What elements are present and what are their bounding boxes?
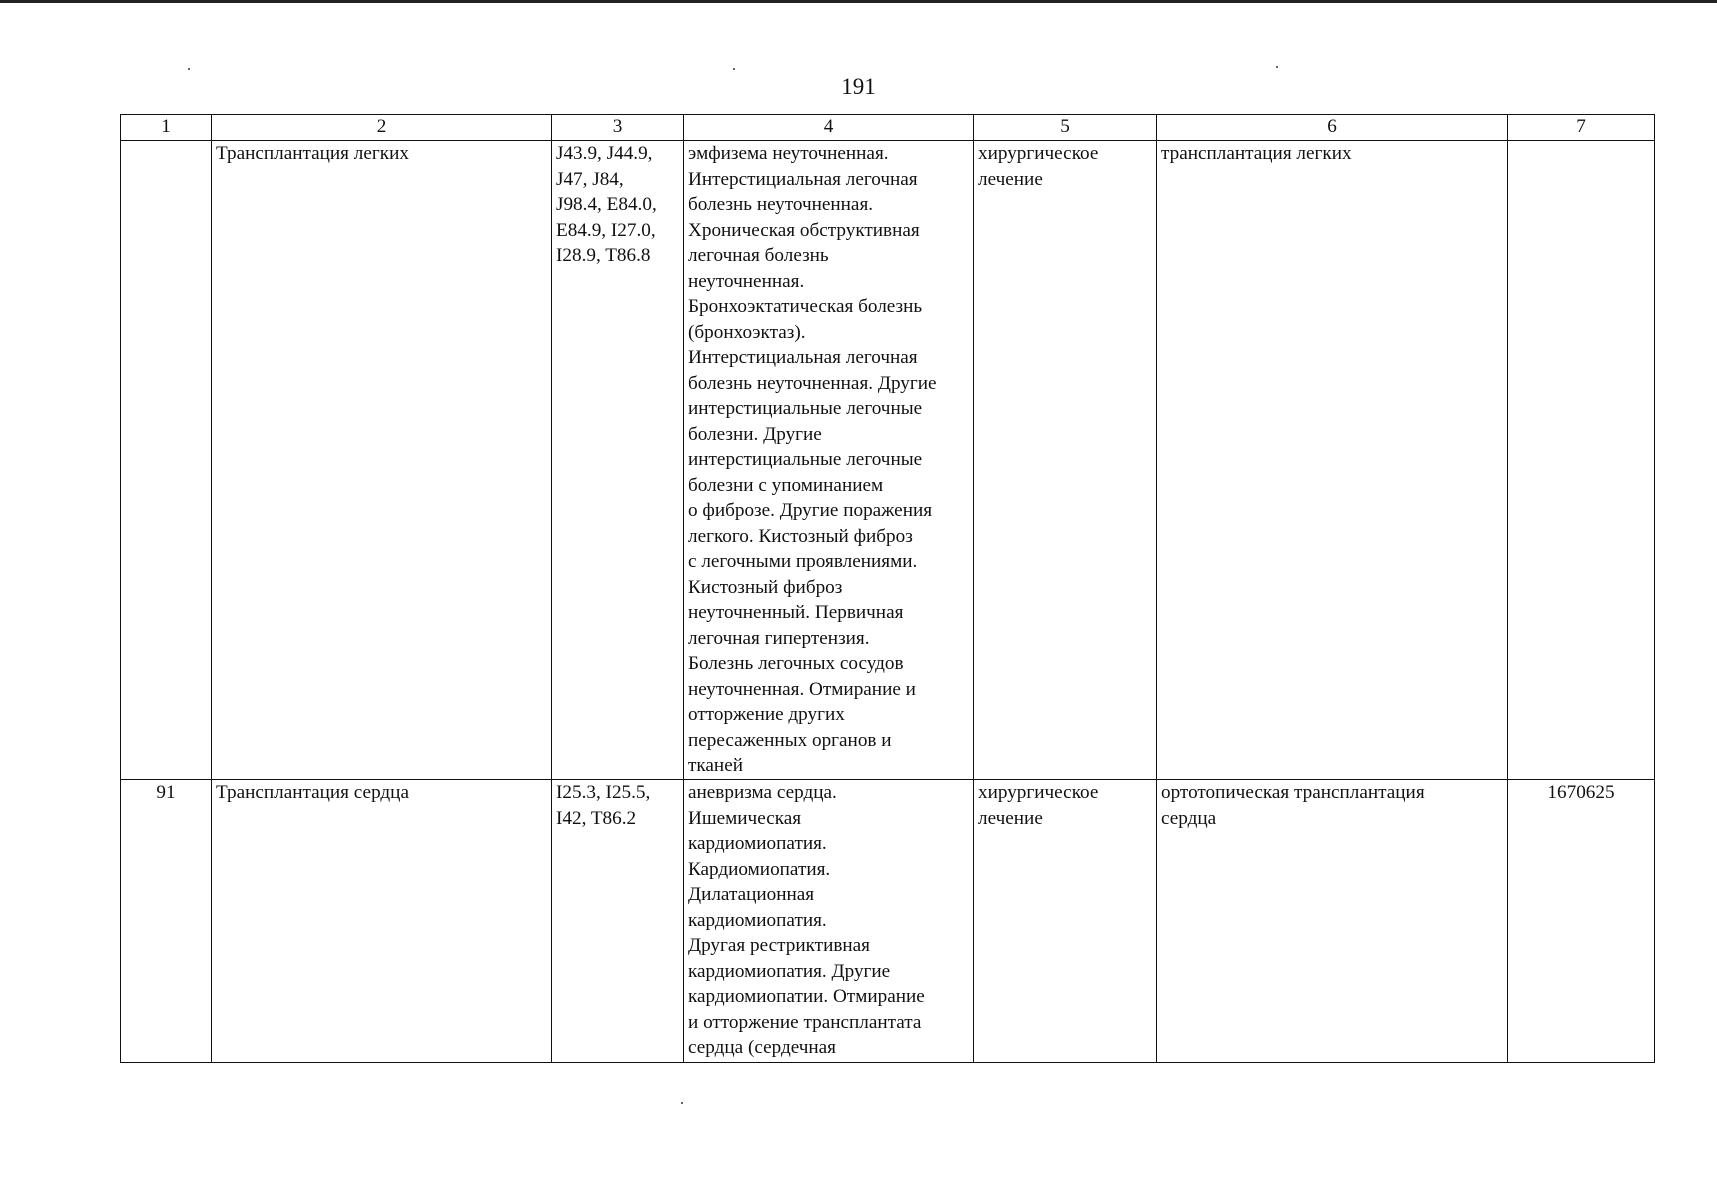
table-row: [121, 780, 1655, 1063]
column-header: 1: [121, 115, 212, 141]
column-header: 7: [1508, 115, 1655, 141]
table-row: [121, 141, 1655, 780]
diagnosis-cell: эмфизема неуточненная. Интерстициальная легочная болезнь неуточненная. Хроническая обструктивная легочная болезнь неуточненная. Бронхоэктатическая болезнь (бронхоэктаз). Интерстициальная легочная болезнь неуточненная. Другие интерстициальные легочные болезни. Другие интерстициальные легочные болезни с упоминанием о фиброзе. Другие поражения легкого. Кистозный фиброз с легочными проявлениями. Кистозный фиброз неуточненный. Первичная легочная гипертензия. Болезнь легочных сосудов неуточненная. Отмирание и отторжение других пересаженных органов и тканей: [684, 141, 974, 780]
treatment-type-cell: хирургическое лечение: [974, 780, 1157, 1063]
treatment-type-cell: хирургическое лечение: [974, 141, 1157, 780]
row-number-cell: 91: [121, 780, 212, 1063]
treatment-method-cell: трансплантация легких: [1157, 141, 1508, 780]
procedure-name-cell: Трансплантация легких: [212, 141, 552, 780]
scan-speck: [1276, 66, 1278, 68]
price-cell: [1508, 141, 1655, 780]
icd-codes-cell: J43.9, J44.9, J47, J84, J98.4, E84.0, E84.9, I27.0, I28.9, T86.8: [552, 141, 684, 780]
scan-speck: [733, 68, 735, 70]
column-header: 3: [552, 115, 684, 141]
column-number-row: [121, 115, 1655, 141]
diagnosis-cell: аневризма сердца. Ишемическая кардиомиопатия. Кардиомиопатия. Дилатационная кардиомиопатия. Другая рестриктивная кардиомиопатия. Другие кардиомиопатии. Отмирание и отторжение трансплантата сердца (сердечная: [684, 780, 974, 1063]
column-header: 6: [1157, 115, 1508, 141]
services-table: [120, 114, 1655, 1063]
column-header: 2: [212, 115, 552, 141]
scan-speck: [681, 1102, 683, 1104]
page-number: 191: [841, 74, 876, 99]
icd-codes-cell: I25.3, I25.5, I42, T86.2: [552, 780, 684, 1063]
treatment-method-cell: ортотопическая трансплантация сердца: [1157, 780, 1508, 1063]
column-header: 5: [974, 115, 1157, 141]
column-header: 4: [684, 115, 974, 141]
scan-speck: [188, 68, 190, 70]
procedure-name-cell: Трансплантация сердца: [212, 780, 552, 1063]
row-number-cell: [121, 141, 212, 780]
price-cell: 1670625: [1508, 780, 1655, 1063]
top-border-line: [0, 0, 1717, 3]
